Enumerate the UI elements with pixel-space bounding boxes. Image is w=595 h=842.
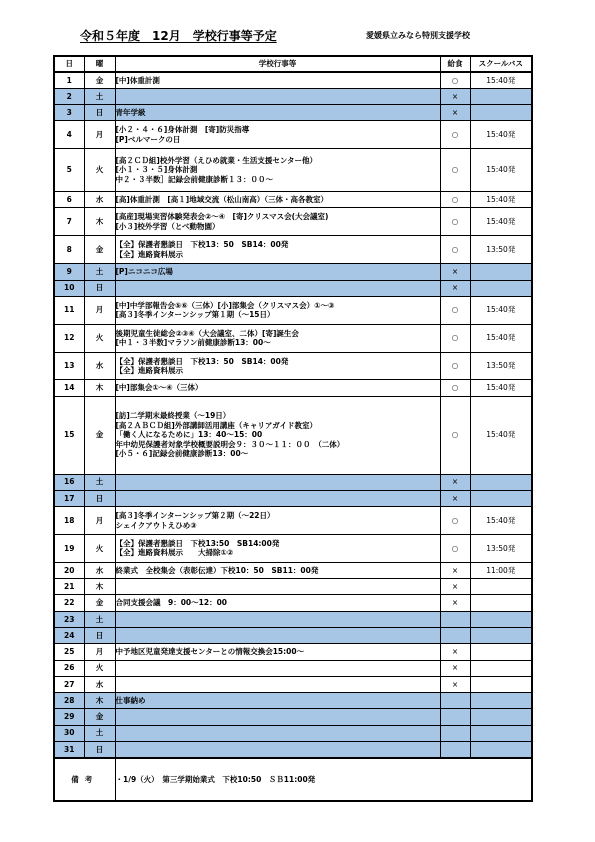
remarks-label: 備考 xyxy=(54,758,115,801)
weekday-cell: 月 xyxy=(84,121,115,149)
bus-cell xyxy=(470,741,532,758)
table-row xyxy=(54,396,532,474)
table-row xyxy=(54,725,532,741)
bus-cell xyxy=(470,709,532,725)
event-line: [高２ＣＤ組]校外学習（えひめ就業・生活支援センター他） xyxy=(115,155,318,165)
bus-cell xyxy=(470,627,532,643)
events-cell xyxy=(115,562,440,578)
events-cell xyxy=(115,236,440,264)
bus-cell xyxy=(470,611,532,627)
weekday-cell: 木 xyxy=(84,208,115,236)
event-line: [小１・３・５]身体計測 xyxy=(115,165,198,175)
events-cell xyxy=(115,192,440,208)
table-row xyxy=(54,595,532,611)
day-cell: 25 xyxy=(54,644,84,660)
meal-cell xyxy=(440,693,470,709)
bus-cell: 15:40発 xyxy=(470,324,532,352)
header-meal: 給食 xyxy=(440,56,470,72)
weekday-cell: 水 xyxy=(84,562,115,578)
day-cell: 22 xyxy=(54,595,84,611)
bus-cell: 15:40発 xyxy=(470,296,532,324)
events-cell xyxy=(115,72,440,88)
header-day: 日 xyxy=(54,56,84,72)
event-line: 【全】保護者懇談日 下校13:50 SB14:00発 xyxy=(115,538,280,548)
meal-cell: ○ xyxy=(440,192,470,208)
events-cell xyxy=(115,88,440,104)
bus-cell: 15:40発 xyxy=(470,192,532,208)
weekday-cell: 金 xyxy=(84,396,115,474)
table-row xyxy=(54,611,532,627)
table-row xyxy=(54,490,532,506)
event-line: 【全】進路資料展示 大掃除①② xyxy=(115,548,234,558)
day-cell: 6 xyxy=(54,192,84,208)
weekday-cell: 金 xyxy=(84,72,115,88)
table-row xyxy=(54,693,532,709)
table-row xyxy=(54,474,532,490)
weekday-cell: 水 xyxy=(84,676,115,692)
weekday-cell: 月 xyxy=(84,507,115,535)
meal-cell: ○ xyxy=(440,396,470,474)
event-line: 青年学級 xyxy=(115,107,146,117)
day-cell: 9 xyxy=(54,264,84,280)
day-cell: 2 xyxy=(54,88,84,104)
day-cell: 21 xyxy=(54,579,84,595)
bus-cell xyxy=(470,660,532,676)
weekday-cell: 水 xyxy=(84,352,115,380)
day-cell: 10 xyxy=(54,280,84,296)
meal-cell: × xyxy=(440,562,470,578)
meal-cell: × xyxy=(440,644,470,660)
events-cell xyxy=(115,725,440,741)
header-bus: スクールバス xyxy=(470,56,532,72)
day-cell: 14 xyxy=(54,380,84,396)
day-cell: 30 xyxy=(54,725,84,741)
day-cell: 19 xyxy=(54,535,84,563)
table-row xyxy=(54,121,532,149)
events-cell xyxy=(115,693,440,709)
meal-cell: × xyxy=(440,105,470,121)
schedule-table xyxy=(53,55,533,802)
weekday-cell: 土 xyxy=(84,88,115,104)
events-cell xyxy=(115,324,440,352)
events-cell xyxy=(115,644,440,660)
meal-cell xyxy=(440,709,470,725)
weekday-cell: 日 xyxy=(84,627,115,643)
remarks-text: ・1/9（火） 第三学期始業式 下校10:50 ＳＢ11:00発 xyxy=(115,758,532,801)
weekday-cell: 日 xyxy=(84,105,115,121)
meal-cell: ○ xyxy=(440,535,470,563)
weekday-cell: 木 xyxy=(84,579,115,595)
events-cell xyxy=(115,380,440,396)
bus-cell: 15:40発 xyxy=(470,72,532,88)
table-row xyxy=(54,324,532,352)
day-cell: 8 xyxy=(54,236,84,264)
day-cell: 1 xyxy=(54,72,84,88)
meal-cell: × xyxy=(440,660,470,676)
event-line: [中]体重計測 xyxy=(115,75,160,85)
table-row xyxy=(54,149,532,192)
bus-cell xyxy=(470,88,532,104)
event-line: [高２ＡＢＣＤ組]外部講師活用講座（キャリアガイド教室） xyxy=(115,420,318,430)
event-line: 【全】進路資料展示 xyxy=(115,366,183,375)
events-cell xyxy=(115,105,440,121)
bus-cell xyxy=(470,579,532,595)
day-cell: 17 xyxy=(54,490,84,506)
weekday-cell: 土 xyxy=(84,725,115,741)
table-row xyxy=(54,507,532,535)
table-row xyxy=(54,296,532,324)
weekday-cell: 土 xyxy=(84,264,115,280)
day-cell: 31 xyxy=(54,741,84,758)
event-line: 【全】保護者懇談日 下校13：50 SB14：00発 xyxy=(115,356,289,366)
event-line: [高産]現場実習体験発表会②～④ [寄]クリスマス会(大会議室) xyxy=(115,212,329,222)
bus-cell xyxy=(470,105,532,121)
bus-cell: 13:50発 xyxy=(470,236,532,264)
bus-cell: 15:40発 xyxy=(470,380,532,396)
events-cell xyxy=(115,741,440,758)
event-line: [高]体重計測 [高１]地域交流（松山南高）（三体・高各教室） xyxy=(115,195,328,205)
events-cell xyxy=(115,709,440,725)
events-cell xyxy=(115,579,440,595)
meal-cell: × xyxy=(440,676,470,692)
table-row xyxy=(54,562,532,578)
day-cell: 15 xyxy=(54,396,84,474)
event-line: [中]部集会①～④（三体） xyxy=(115,383,203,393)
weekday-cell: 土 xyxy=(84,474,115,490)
event-line: [小３]校外学習（とべ動物園） xyxy=(115,221,220,231)
event-line: 年中幼児保護者対象学校概要説明会９：３０～１１：００ （二体） xyxy=(115,439,345,449)
table-row xyxy=(54,264,532,280)
meal-cell: ○ xyxy=(440,236,470,264)
bus-cell: 13:50発 xyxy=(470,352,532,380)
day-cell: 5 xyxy=(54,149,84,192)
bus-cell: 11:00発 xyxy=(470,562,532,578)
bus-cell: 15:40発 xyxy=(470,507,532,535)
event-line: [P]ニコニコ広場 xyxy=(115,267,173,277)
weekday-cell: 日 xyxy=(84,741,115,758)
bus-cell xyxy=(470,644,532,660)
table-row xyxy=(54,105,532,121)
day-cell: 18 xyxy=(54,507,84,535)
day-cell: 24 xyxy=(54,627,84,643)
event-line: 合同支援会議 9：00～12：00 xyxy=(115,598,228,608)
day-cell: 16 xyxy=(54,474,84,490)
remarks-row xyxy=(54,758,532,801)
events-cell xyxy=(115,352,440,380)
event-line: 【全】保護者懇談日 下校13：50 SB14：00発 xyxy=(115,240,289,250)
events-cell xyxy=(115,660,440,676)
event-line: シェイクアウトえひめ③ xyxy=(115,520,197,530)
event-line: [中]中学部報告会⑤⑥（三体）[小]部集会（クリスマス会）①～③ xyxy=(115,300,335,310)
meal-cell: ○ xyxy=(440,296,470,324)
bus-cell xyxy=(470,280,532,296)
event-line: 【全】進路資料展示 xyxy=(115,249,183,259)
day-cell: 3 xyxy=(54,105,84,121)
bus-cell xyxy=(470,676,532,692)
table-row xyxy=(54,579,532,595)
weekday-cell: 火 xyxy=(84,660,115,676)
event-line: [小２・４・６]身体計測 [寄]防災指導 xyxy=(115,125,250,135)
events-cell xyxy=(115,474,440,490)
weekday-cell: 木 xyxy=(84,693,115,709)
meal-cell xyxy=(440,611,470,627)
weekday-cell: 金 xyxy=(84,595,115,611)
weekday-cell: 木 xyxy=(84,380,115,396)
events-cell xyxy=(115,149,440,192)
event-line: 「働く人になるために」13：40～15：00 xyxy=(115,430,263,440)
table-row xyxy=(54,644,532,660)
events-cell xyxy=(115,490,440,506)
meal-cell: ○ xyxy=(440,72,470,88)
events-cell xyxy=(115,121,440,149)
bus-cell: 15:40発 xyxy=(470,149,532,192)
header-weekday: 曜 xyxy=(84,56,115,72)
table-row xyxy=(54,676,532,692)
event-line: [小５・６]記録会前健康診断13：00～ xyxy=(115,449,249,459)
day-cell: 12 xyxy=(54,324,84,352)
event-line: [中１・３半数]マラソン前健康診断13：00～ xyxy=(115,338,271,348)
bus-cell: 13:50発 xyxy=(470,535,532,563)
header-events: 学校行事等 xyxy=(115,56,440,72)
event-line: [高３]冬季インターンシップ第１期（～15日） xyxy=(115,310,275,320)
event-line: 仕事納め xyxy=(115,695,146,705)
weekday-cell: 火 xyxy=(84,535,115,563)
event-line: 中予地区児童発達支援センターとの情報交換会15:00～ xyxy=(115,647,305,657)
day-cell: 11 xyxy=(54,296,84,324)
weekday-cell: 月 xyxy=(84,644,115,660)
bus-cell xyxy=(470,264,532,280)
table-row xyxy=(54,352,532,380)
event-line: [P]ベルマークの日 xyxy=(115,134,181,144)
meal-cell: ○ xyxy=(440,121,470,149)
bus-cell xyxy=(470,595,532,611)
day-cell: 20 xyxy=(54,562,84,578)
meal-cell: ○ xyxy=(440,149,470,192)
bus-cell xyxy=(470,474,532,490)
bus-cell: 15:40発 xyxy=(470,121,532,149)
table-row xyxy=(54,208,532,236)
meal-cell: × xyxy=(440,88,470,104)
table-row xyxy=(54,535,532,563)
day-cell: 27 xyxy=(54,676,84,692)
schedule-body xyxy=(54,72,532,758)
header-row xyxy=(54,56,532,72)
events-cell xyxy=(115,507,440,535)
bus-cell: 15:40発 xyxy=(470,396,532,474)
meal-cell xyxy=(440,627,470,643)
meal-cell: × xyxy=(440,595,470,611)
day-cell: 28 xyxy=(54,693,84,709)
meal-cell: × xyxy=(440,579,470,595)
weekday-cell: 水 xyxy=(84,192,115,208)
page-title: 令和５年度 12月 学校行事等予定 xyxy=(80,29,277,43)
events-cell xyxy=(115,264,440,280)
meal-cell: ○ xyxy=(440,507,470,535)
meal-cell xyxy=(440,725,470,741)
event-line: [訪]二学期末最終授業（～19日） xyxy=(115,411,231,421)
event-line: 後期児童生徒総会②③④（大会議室、二体）[寄]誕生会 xyxy=(115,328,299,338)
meal-cell: ○ xyxy=(440,208,470,236)
events-cell xyxy=(115,611,440,627)
bus-cell xyxy=(470,693,532,709)
meal-cell: × xyxy=(440,280,470,296)
table-row xyxy=(54,660,532,676)
day-cell: 29 xyxy=(54,709,84,725)
meal-cell: ○ xyxy=(440,352,470,380)
weekday-cell: 土 xyxy=(84,611,115,627)
meal-cell: ○ xyxy=(440,380,470,396)
weekday-cell: 金 xyxy=(84,236,115,264)
day-cell: 13 xyxy=(54,352,84,380)
meal-cell: × xyxy=(440,490,470,506)
bus-cell xyxy=(470,490,532,506)
events-cell xyxy=(115,296,440,324)
weekday-cell: 金 xyxy=(84,709,115,725)
table-row xyxy=(54,88,532,104)
events-cell xyxy=(115,535,440,563)
table-row xyxy=(54,741,532,758)
school-name: 愛媛県立みなら特別支援学校 xyxy=(366,31,470,40)
events-cell xyxy=(115,676,440,692)
event-line: 終業式 全校集会（表彰伝達）下校10：50 SB11：00発 xyxy=(115,565,319,575)
bus-cell xyxy=(470,725,532,741)
weekday-cell: 日 xyxy=(84,280,115,296)
table-row xyxy=(54,380,532,396)
weekday-cell: 火 xyxy=(84,149,115,192)
bus-cell: 15:40発 xyxy=(470,208,532,236)
day-cell: 7 xyxy=(54,208,84,236)
meal-cell: × xyxy=(440,264,470,280)
meal-cell: × xyxy=(440,474,470,490)
events-cell xyxy=(115,280,440,296)
weekday-cell: 日 xyxy=(84,490,115,506)
table-row xyxy=(54,72,532,88)
table-row xyxy=(54,192,532,208)
weekday-cell: 火 xyxy=(84,324,115,352)
day-cell: 23 xyxy=(54,611,84,627)
event-line: 中２・３半数］記録会前健康診断１３：００～ xyxy=(115,174,273,184)
weekday-cell: 月 xyxy=(84,296,115,324)
event-line: [高３]冬季インターンシップ第２期（～22日） xyxy=(115,511,275,521)
events-cell xyxy=(115,208,440,236)
events-cell xyxy=(115,396,440,474)
meal-cell xyxy=(440,741,470,758)
table-row xyxy=(54,709,532,725)
table-row xyxy=(54,280,532,296)
meal-cell: ○ xyxy=(440,324,470,352)
table-row xyxy=(54,236,532,264)
events-cell xyxy=(115,595,440,611)
day-cell: 26 xyxy=(54,660,84,676)
table-row xyxy=(54,627,532,643)
day-cell: 4 xyxy=(54,121,84,149)
events-cell xyxy=(115,627,440,643)
